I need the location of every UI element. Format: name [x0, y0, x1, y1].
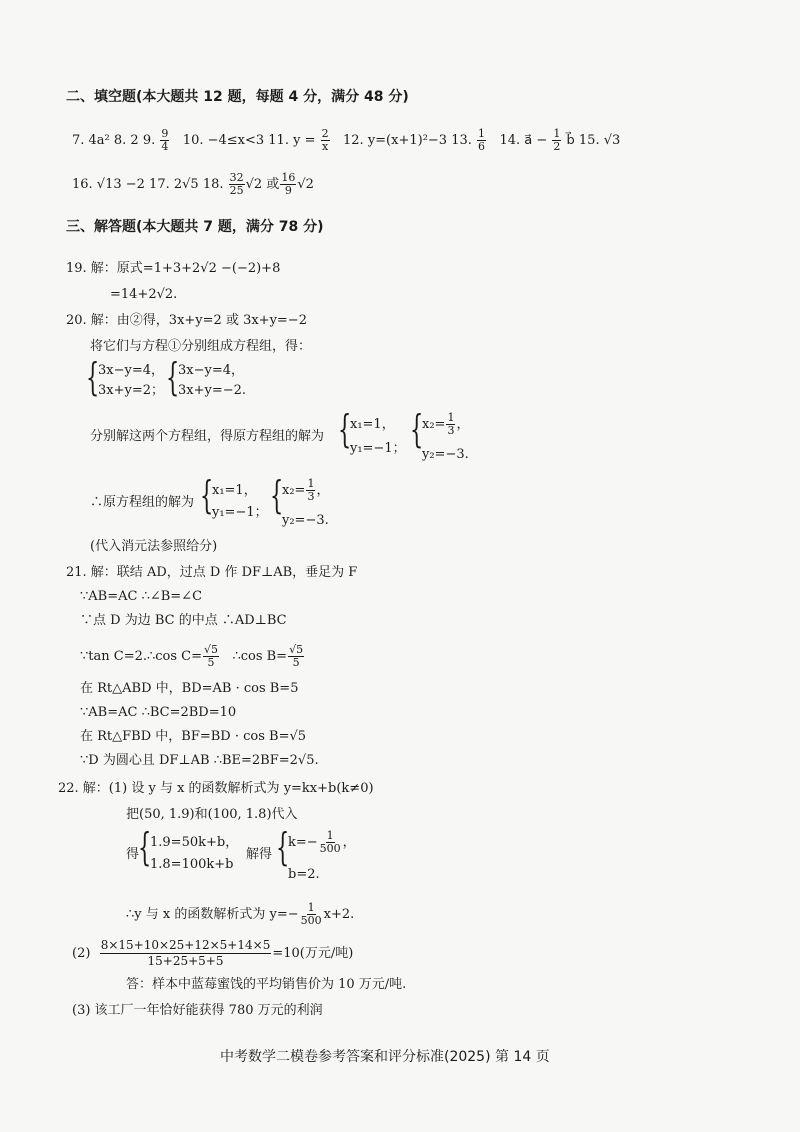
q22-part2-label: (2) [72, 946, 91, 961]
q22-part3: (3) 该工厂一年恰好能获得 780 万元的利润 [72, 1003, 323, 1018]
answer-14: 14. a⃗ − [499, 133, 548, 148]
system1-brace: { [86, 355, 100, 399]
average-price-result: =10(万元/吨) [272, 946, 354, 961]
average-price-fraction [100, 938, 272, 969]
function-num: 1 [307, 901, 315, 914]
q19-line2: =14+2√2. [110, 287, 178, 302]
final-solution2-y: y₂=−3. [282, 513, 329, 528]
cosC-fraction [203, 644, 219, 669]
q21-line5: 在 Rt△ABD 中，BD=AB · cos B=5 [80, 681, 299, 696]
q22-b: b=2. [288, 867, 320, 882]
system2-eq2: 3x+y=−2. [178, 383, 247, 398]
cosB-num: √5 [289, 643, 304, 656]
q20-line4: ∴原方程组的解为 [90, 495, 195, 510]
answer11-fraction [321, 128, 330, 153]
q22-function-end: x+2. [323, 907, 355, 922]
section3-heading: 三、解答题(本大题共 7 题，满分 78 分) [66, 219, 324, 235]
answer14-den: 2 [553, 140, 561, 153]
answers-7-9: 7. 4a² 8. 2 9. [72, 133, 156, 148]
q22-line3 [126, 902, 354, 927]
final-solution1-y: y₁=−1； [212, 505, 268, 520]
solution2-x-num: 1 [447, 411, 455, 424]
answer18b-den: 9 [284, 184, 292, 197]
q22-de: 得 [126, 847, 140, 862]
final-solution2-brace: { [270, 473, 284, 517]
q21-line1: 21. 解：联结 AD，过点 D 作 DF⊥AB，垂足为 F [66, 565, 358, 580]
answer18-mid: √2 或 [245, 177, 280, 192]
answer9-den: 4 [161, 140, 169, 153]
average-price-num: 8×15+10×25+12×5+14×5 [100, 938, 271, 952]
q20-line1: 20. 解：由②得，3x+y=2 或 3x+y=−2 [66, 313, 307, 328]
answer18-end: √2 [297, 177, 314, 192]
final-solution2-x-fraction [306, 478, 315, 503]
answer11-num: 2 [321, 127, 329, 140]
answers-16-18: 16. √13 −2 17. 2√5 18. [72, 177, 224, 192]
q19-line1: 19. 解：原式=1+3+2√2 −(−2)+8 [66, 261, 281, 276]
final-solution1-x: x₁=1， [212, 483, 257, 498]
system2-eq1: 3x−y=4， [178, 363, 245, 378]
q21-line3: ∵点 D 为边 BC 的中点 ∴AD⊥BC [80, 613, 287, 628]
solution2-x-den: 3 [447, 424, 455, 437]
answer18a-den: 25 [229, 184, 244, 197]
solution1-brace: { [338, 407, 352, 451]
answers-10-11: 10. −4≤x<3 11. y = [182, 133, 316, 148]
solution1-y: y₁=−1； [350, 441, 406, 456]
cosB-fraction [288, 644, 304, 669]
answer14-num: 1 [553, 127, 561, 140]
solution1-x: x₁=1， [350, 417, 395, 432]
fill-answers-row2 [72, 172, 314, 197]
q22-system-brace: { [138, 825, 152, 869]
q21-line4 [80, 644, 305, 669]
q22-line2: 把(50, 1.9)和(100, 1.8)代入 [126, 807, 298, 822]
q22-k-line [288, 830, 356, 855]
q20-line3: 分别解这两个方程组，得原方程组的解为 [90, 429, 325, 444]
answer18a-num: 32 [229, 171, 244, 184]
solution2-x-fraction [446, 412, 455, 437]
solution2-y: y₂=−3. [422, 447, 469, 462]
final-solution2-x-line [282, 478, 329, 503]
answer11-den: x [322, 140, 329, 153]
page-footer: 中考数学二模卷参考答案和评分标准(2025) 第 14 页 [220, 1049, 550, 1065]
system1-eq2: 3x+y=2； [98, 383, 165, 398]
average-price-den: 15+25+5+5 [147, 954, 224, 968]
solution2-x: x₂= [422, 417, 446, 432]
k-fraction [319, 830, 342, 855]
fill-answers-row1 [72, 128, 620, 153]
q21-line7: 在 Rt△FBD 中，BF=BD · cos B=√5 [80, 729, 307, 744]
answer9-fraction [160, 128, 169, 153]
final-solution2-x: x₂= [282, 483, 306, 498]
cosC-den: 5 [207, 656, 215, 669]
section2-heading: 二、填空题(本大题共 12 题，每题 4 分，满分 48 分) [66, 89, 409, 105]
q22-solve: 解得 [246, 847, 273, 862]
q22-part2 [72, 938, 353, 969]
solution2-x-end: ， [456, 417, 470, 432]
solution2-x-line [422, 412, 469, 437]
k-den: 500 [319, 842, 341, 855]
final-solution1-brace: { [200, 473, 214, 517]
q21-line8: ∵D 为圆心且 DF⊥AB ∴BE=2BF=2√5. [80, 753, 319, 768]
q21-line2: ∵AB=AC ∴∠B=∠C [80, 589, 203, 604]
k-num: 1 [326, 829, 334, 842]
answer9-num: 9 [161, 127, 169, 140]
answer18b-num: 16 [281, 171, 296, 184]
answer18a-fraction [229, 172, 245, 197]
system1-eq1: 3x−y=4， [98, 363, 165, 378]
q20-line2: 将它们与方程①分别组成方程组，得： [90, 339, 312, 354]
final-solution2-x-den: 3 [307, 490, 315, 503]
solution2-brace: { [410, 407, 424, 451]
answer14-fraction [552, 128, 561, 153]
q22-line1: 22. 解：(1) 设 y 与 x 的函数解析式为 y=kx+b(k≠0) [58, 781, 374, 796]
q22-eq1: 1.9=50k+b， [150, 835, 239, 850]
q22-eq2: 1.8=100k+b [150, 857, 234, 872]
answer13-num: 1 [478, 127, 486, 140]
answer13-den: 6 [478, 140, 486, 153]
cosC-num: √5 [204, 643, 219, 656]
q21-cosB: ∴cos B= [232, 649, 288, 664]
function-fraction [300, 902, 323, 927]
answers-12-13: 12. y=(x+1)²−3 13. [343, 133, 472, 148]
q22-part2-answer: 答：样本中蓝莓蜜饯的平均销售价为 10 万元/吨. [126, 977, 407, 992]
q21-tanC: ∵tan C=2.∴cos C= [80, 649, 203, 664]
system2-brace: { [166, 355, 180, 399]
q21-line6: ∵AB=AC ∴BC=2BD=10 [80, 705, 237, 720]
cosB-den: 5 [292, 656, 300, 669]
q22-function: ∴y 与 x 的函数解析式为 y=− [126, 907, 299, 922]
q20-note: (代入消元法参照给分) [90, 539, 218, 554]
function-den: 500 [300, 914, 322, 927]
answer18b-fraction [280, 172, 296, 197]
final-solution2-x-num: 1 [307, 477, 315, 490]
answers-14-15: b⃗ 15. √3 [566, 133, 621, 148]
q22-solution-brace: { [276, 825, 290, 869]
q22-k: k=− [288, 835, 318, 850]
answer13-fraction [477, 128, 486, 153]
final-solution2-x-end: ， [316, 483, 330, 498]
q22-k-end: ， [342, 835, 356, 850]
